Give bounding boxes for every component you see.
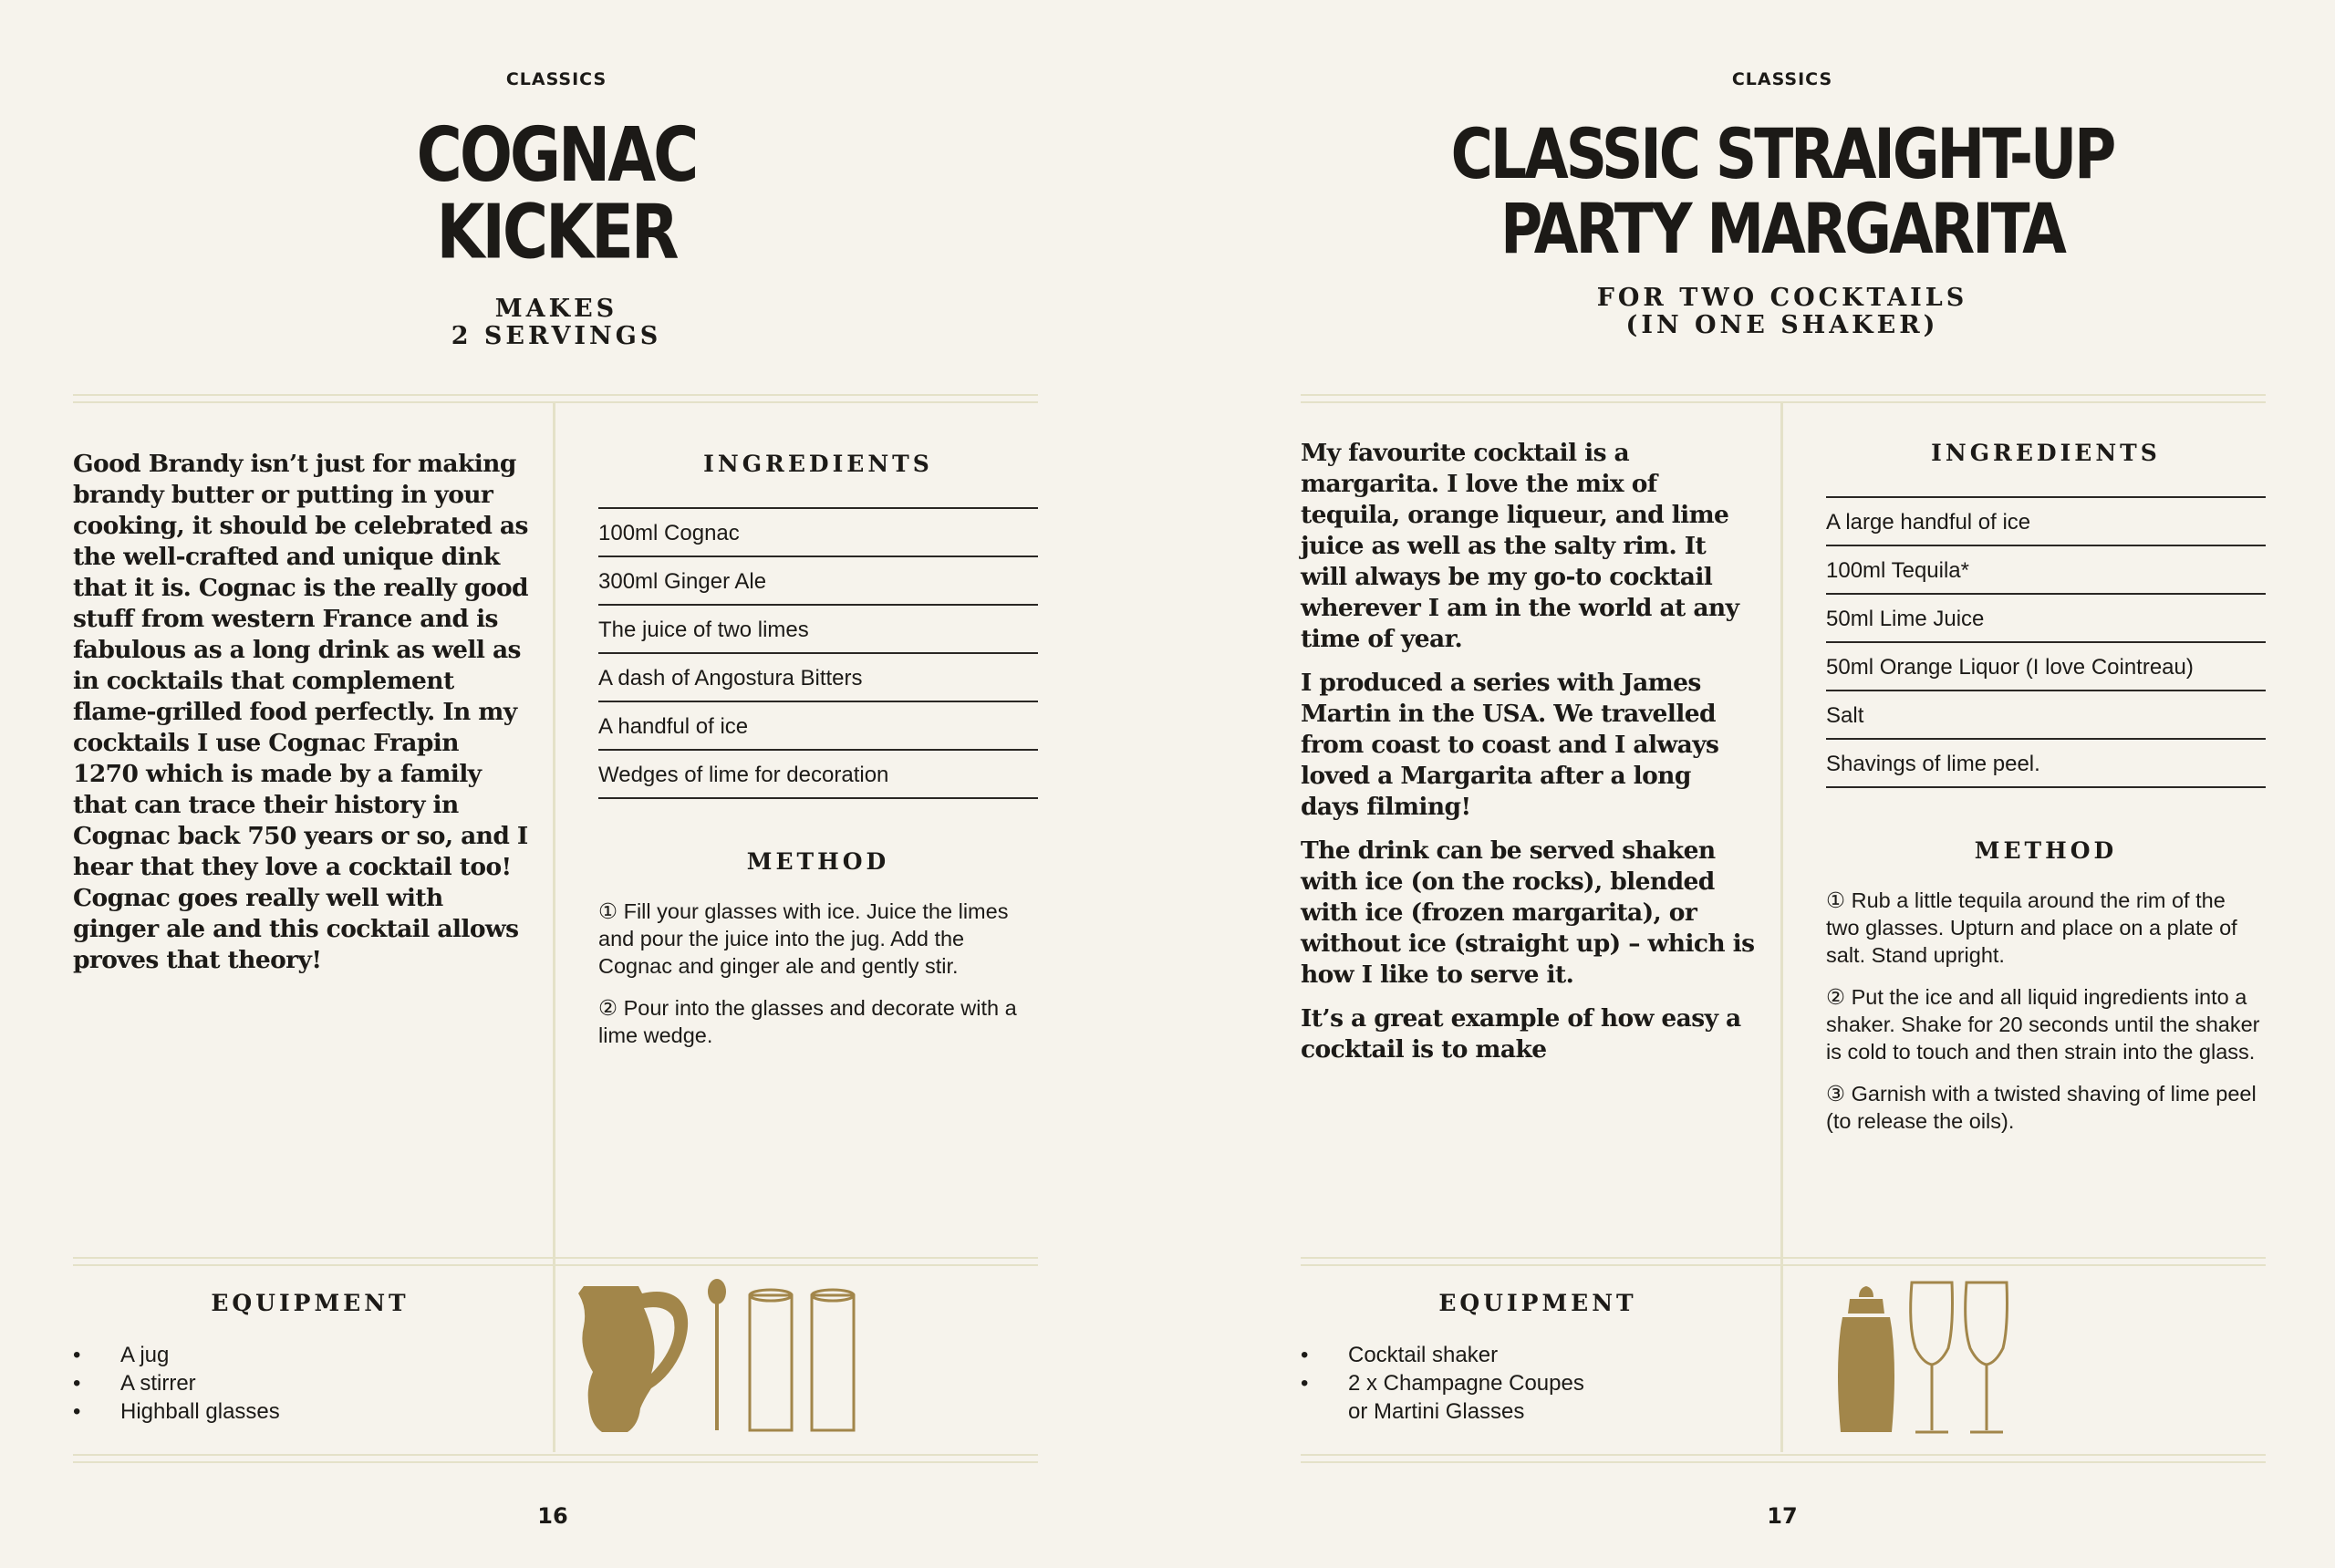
divider <box>73 1264 1038 1266</box>
ingredient-item: A dash of Angostura Bitters <box>598 654 1038 702</box>
equipment-list <box>73 1341 529 1426</box>
method-step: ② Put the ice and all liquid ingredients into a shaker. Shake for 20 seconds until the shaker is cold to touch and then strain into the glass. <box>1826 985 2260 1064</box>
ingredient-item: A large handful of ice <box>1826 498 2266 546</box>
servings-line-2: (IN ONE SHAKER) <box>1625 311 1939 339</box>
cocktail-shaker-icon <box>1838 1286 1894 1432</box>
divider <box>73 394 1038 396</box>
intro-paragraph: Good Brandy isn’t just for making brandy butter or putting in your cooking, it should be celebrated as the well-crafted and unique dink that it is. Cognac is the really good stuff from western France and is fabulous as a long drink as well as in cocktails that complement flame-grilled food perfectly. In my cocktails I use Cognac Frapin 1270 which is made by a family that can trace their history in Cognac back 750 years or so, and I hear that they love a cocktail too! Cognac goes really well with ginger ale and this cocktail allows proves that theory! <box>73 450 528 974</box>
ingredient-item: 100ml Cognac <box>598 509 1038 557</box>
ingredient-item: 50ml Orange Liquor (I love Cointreau) <box>1826 643 2266 691</box>
ingredients-heading: INGREDIENTS <box>1931 440 2161 466</box>
equipment-list <box>1301 1341 1757 1426</box>
section-label: CLASSICS <box>1731 69 1833 89</box>
equipment-illustration <box>1815 1272 2107 1441</box>
ingredient-item: Salt <box>1826 691 2266 740</box>
champagne-glass-icon <box>1911 1282 1953 1432</box>
section-label: CLASSICS <box>505 69 607 89</box>
method-steps <box>1826 887 2262 1149</box>
method-step: ③ Garnish with a twisted shaving of lime peel (to release the oils). <box>1826 1082 2257 1133</box>
stirrer-icon <box>708 1279 726 1430</box>
ingredient-item: The juice of two limes <box>598 606 1038 654</box>
ingredients-heading: INGREDIENTS <box>703 451 933 477</box>
title-line-1: COGNAC <box>416 110 697 199</box>
ingredient-item: 300ml Ginger Ale <box>598 557 1038 606</box>
equipment-item: • A stirrer <box>73 1369 529 1397</box>
recipe-title <box>1399 113 2165 270</box>
method-step: ② Pour into the glasses and decorate with a lime wedge. <box>598 996 1017 1047</box>
title-line-2: PARTY MARGARITA <box>1500 188 2064 270</box>
jug-icon <box>578 1286 688 1432</box>
servings <box>1536 285 2029 339</box>
intro-paragraph: It’s a great example of how easy a cocktail is to make <box>1301 1004 1741 1064</box>
method-heading: METHOD <box>1974 837 2118 864</box>
equipment-heading: EQUIPMENT <box>211 1290 410 1316</box>
equipment-item: or Martini Glasses <box>1348 1399 1525 1424</box>
highball-glass-icon <box>750 1290 792 1430</box>
column-divider <box>553 401 555 1452</box>
servings <box>365 296 748 350</box>
page-number: 16 <box>537 1503 568 1529</box>
divider <box>1301 1461 2266 1463</box>
ingredient-item: Wedges of lime for decoration <box>598 751 1038 799</box>
divider <box>1301 1257 2266 1259</box>
ingredients-list <box>1826 496 2266 788</box>
ingredient-item: 50ml Lime Juice <box>1826 595 2266 643</box>
method-step: ① Fill your glasses with ice. Juice the limes and pour the juice into the jug. Add the Cognac and ginger ale and gently stir. <box>598 899 1009 978</box>
servings-line-1: MAKES <box>494 295 618 323</box>
divider <box>1301 401 2266 403</box>
divider <box>73 401 1038 403</box>
servings-line-1: FOR TWO COCKTAILS <box>1596 284 1968 312</box>
intro-paragraph: My favourite cocktail is a margarita. I love the mix of tequila, orange liqueur, and lime juice as well as the salty rim. It will always be my go-to cocktail wherever I am in the world at any time of year. <box>1301 439 1739 653</box>
page-number: 17 <box>1767 1503 1798 1529</box>
intro-text <box>73 449 529 989</box>
divider <box>1301 1264 2266 1266</box>
intro-paragraph: I produced a series with James Martin in the USA. We travelled from coast to coast and I always loved a Margarita after a long days filming! <box>1301 669 1719 821</box>
divider <box>73 1461 1038 1463</box>
equipment-item: • Cocktail shaker <box>1301 1341 1757 1369</box>
title-line-2: KICKER <box>436 187 677 275</box>
intro-paragraph: The drink can be served shaken with ice (on the rocks), blended with ice (frozen margarita), or without ice (straight up) – which is how I like to serve it. <box>1301 836 1755 989</box>
ingredient-item: Shavings of lime peel. <box>1826 740 2266 788</box>
highball-glass-icon <box>812 1290 854 1430</box>
equipment-item: • A jug <box>73 1341 529 1369</box>
recipe-title <box>328 110 784 275</box>
method-step: ① Rub a little tequila around the rim of the two glasses. Upturn and place on a plate of salt. Stand upright. <box>1826 888 2237 967</box>
ingredient-item: A handful of ice <box>598 702 1038 751</box>
divider <box>73 1257 1038 1259</box>
equipment-illustration <box>575 1272 867 1441</box>
column-divider <box>1780 401 1783 1452</box>
equipment-item: • 2 x Champagne Coupes <box>1301 1369 1757 1397</box>
ingredient-item: 100ml Tequila* <box>1826 546 2266 595</box>
divider <box>1301 394 2266 396</box>
ingredients-list <box>598 507 1038 799</box>
champagne-glass-icon <box>1966 1282 2008 1432</box>
title-line-1: CLASSIC STRAIGHT-UP <box>1450 113 2114 195</box>
equipment-heading: EQUIPMENT <box>1438 1290 1637 1316</box>
servings-line-2: 2 SERVINGS <box>451 322 662 350</box>
method-steps <box>598 898 1027 1064</box>
divider <box>73 1454 1038 1456</box>
divider <box>1301 1454 2266 1456</box>
intro-text <box>1301 438 1757 1078</box>
right-page <box>1168 0 2335 1568</box>
equipment-item: • Highball glasses <box>73 1397 529 1426</box>
method-heading: METHOD <box>746 848 890 875</box>
